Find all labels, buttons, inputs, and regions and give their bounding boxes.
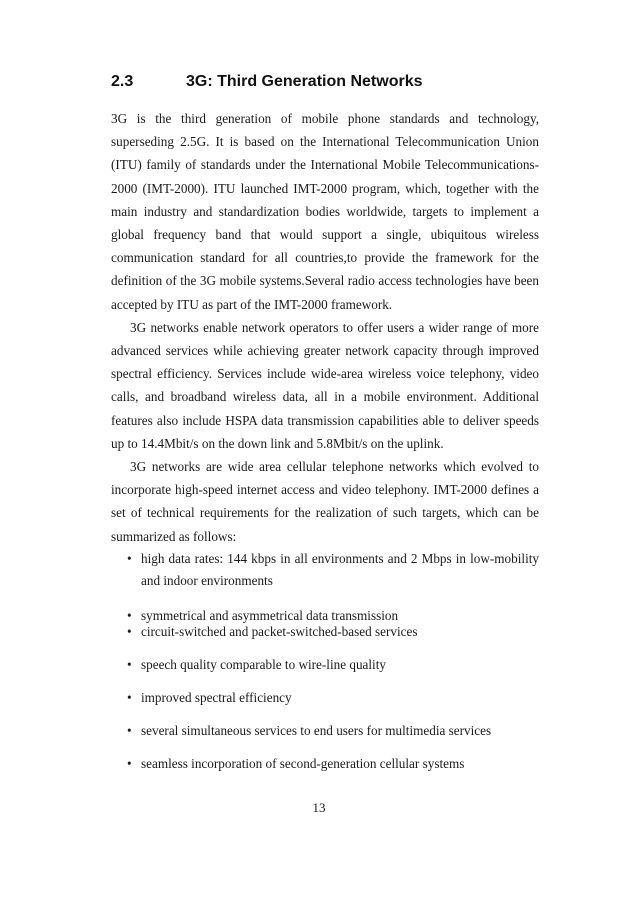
page-number: 13 [312,800,326,815]
list-item: • symmetrical and asymmetrical data transmission [127,605,539,627]
bullet-icon: • [127,608,132,623]
section-number: 2.3 [111,73,134,90]
bullet-icon: • [127,690,132,705]
body-text [111,107,539,548]
section-heading [111,73,422,91]
list-item: • circuit-switched and packet-switched-based services [127,621,539,643]
paragraph-3: 3G networks are wide area cellular telephone networks which evolved to incorporate high-speed internet access and video telephony. IMT-2000 defines a set of technical requirements for the realization of such targets, which can be summarized as follows: [111,459,539,544]
bullet-icon: • [127,756,132,771]
paragraph-1: 3G is the third generation of mobile phone standards and technology, superseding 2.5G. It is based on the International Telecommunication Union (ITU) family of standards under the International Mobile Telecommunications-2000 (IMT-2000). ITU launched IMT-2000 program, which, together with the main industry and standardization bodies worldwide, targets to implement a global frequency band that would support a single, ubiquitous wireless communication standard for all countries,to provide the framework for the definition of the 3G mobile systems.Several radio access technologies have been accepted by ITU as part of the IMT-2000 framework. [111,111,539,312]
bullet-icon: • [127,723,132,738]
section-title: 3G: Third Generation Networks [186,73,423,90]
bullet-icon: • [127,624,132,639]
list-item: • seamless incorporation of second-generation cellular systems [127,753,539,775]
list-item: • speech quality comparable to wire-line quality [127,654,539,676]
list-item: • improved spectral efficiency [127,687,539,709]
paragraph-2: 3G networks enable network operators to offer users a wider range of more advanced services while achieving greater network capacity through improved spectral efficiency. Services include wide-area wireless voice telephony, video calls, and broadband wireless data, all in a mobile environment. Additional features also include HSPA data transmission capabilities able to deliver speeds up to 14.4Mbit/s on the down link and 5.8Mbit/s on the uplink. [111,319,539,451]
bullet-icon: • [127,551,132,566]
list-item: • several simultaneous services to end users for multimedia services [127,720,539,742]
list-item: • high data rates: 144 kbps in all environments and 2 Mbps in low-mobility and indoor environments [127,548,539,592]
bullet-icon: • [127,657,132,672]
